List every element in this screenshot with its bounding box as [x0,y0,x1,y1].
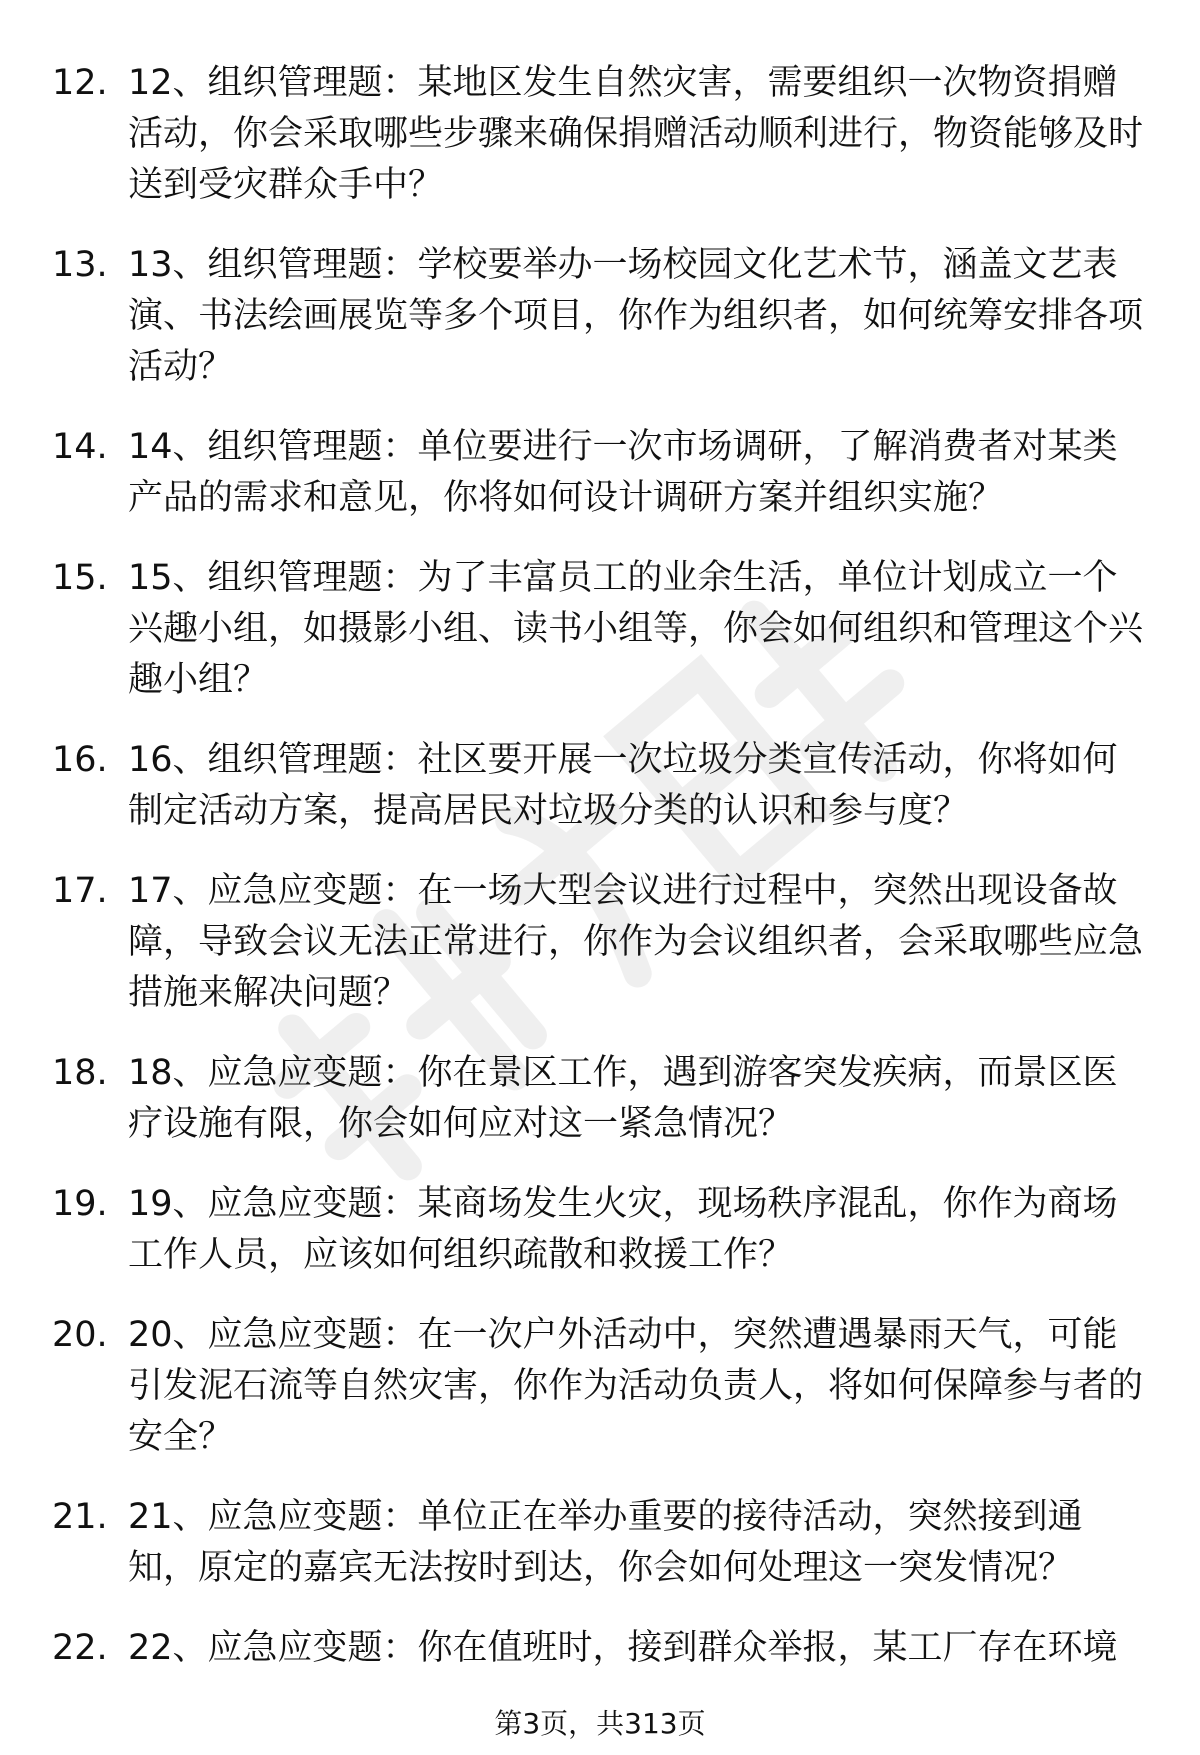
list-item [0,58,1200,211]
page-footer: 第3页，共313页 [494,1707,706,1740]
list-item [0,240,1200,393]
list-item [0,1492,1200,1594]
list-item-text: 20、应急应变题：在一次户外活动中，突然遭遇暴雨天气，可能引发泥石流等自然灾害，你作为活动负责人，将如何保障参与者的安全？ [128,1315,1144,1457]
list-item [0,1310,1200,1463]
list-item [0,1623,1200,1674]
list-item-number: 14. [52,427,108,467]
list-item [0,1048,1200,1150]
list-item [0,735,1200,837]
list-item-number: 16. [52,740,108,780]
list-item-text: 22、应急应变题：你在值班时，接到群众举报，某工厂存在环境 [128,1628,1118,1668]
list-item-number: 17. [52,871,108,911]
list-item-text: 15、组织管理题：为了丰富员工的业余生活，单位计划成立一个兴趣小组，如摄影小组、读书小组等，你会如何组织和管理这个兴趣小组？ [128,558,1144,700]
list-item-text: 12、组织管理题：某地区发生自然灾害，需要组织一次物资捐赠活动，你会采取哪些步骤来确保捐赠活动顺利进行，物资能够及时送到受灾群众手中？ [128,63,1144,205]
list-item [0,1179,1200,1281]
list-item-number: 22. [52,1628,108,1668]
list-item-text: 13、组织管理题：学校要举办一场校园文化艺术节，涵盖文艺表演、书法绘画展览等多个项目，你作为组织者，如何统筹安排各项活动？ [128,245,1144,387]
list-item-number: 18. [52,1053,108,1093]
list-item-number: 12. [52,63,108,103]
list-item-text: 21、应急应变题：单位正在举办重要的接待活动，突然接到通知，原定的嘉宾无法按时到达，你会如何处理这一突发情况？ [128,1497,1083,1588]
question-list [0,58,1200,1703]
list-item [0,866,1200,1019]
list-item-text: 19、应急应变题：某商场发生火灾，现场秩序混乱，你作为商场工作人员，应该如何组织疏散和救援工作？ [128,1184,1118,1275]
list-item-number: 20. [52,1315,108,1355]
list-item [0,553,1200,706]
list-item-text: 18、应急应变题：你在景区工作，遇到游客突发疾病，而景区医疗设施有限，你会如何应对这一紧急情况？ [128,1053,1118,1144]
list-item-number: 13. [52,245,108,285]
list-item-number: 21. [52,1497,108,1537]
list-item-text: 17、应急应变题：在一场大型会议进行过程中，突然出现设备故障，导致会议无法正常进行，你作为会议组织者，会采取哪些应急措施来解决问题？ [128,871,1144,1013]
list-item-text: 16、组织管理题：社区要开展一次垃圾分类宣传活动，你将如何制定活动方案，提高居民对垃圾分类的认识和参与度？ [128,740,1118,831]
list-item-text: 14、组织管理题：单位要进行一次市场调研，了解消费者对某类产品的需求和意见，你将如何设计调研方案并组织实施？ [128,427,1118,518]
list-item-number: 15. [52,558,108,598]
list-item-number: 19. [52,1184,108,1224]
list-item [0,422,1200,524]
